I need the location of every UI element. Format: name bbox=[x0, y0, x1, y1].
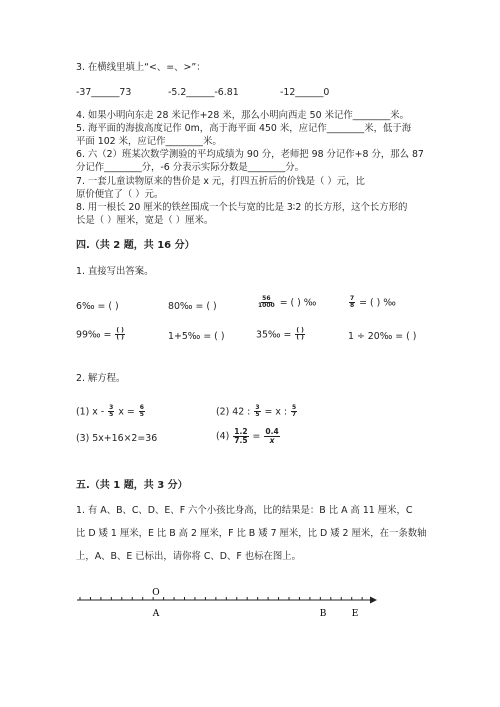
number-line-label-b: B bbox=[319, 609, 327, 619]
fraction-numerator: ( ) bbox=[296, 327, 304, 334]
number-line-label-e: E bbox=[351, 609, 359, 619]
oral-item-8[interactable]: 1 ÷ 20‰ = ( ) bbox=[348, 331, 417, 342]
fraction-denominator: 5 bbox=[109, 411, 114, 419]
oral-item-6[interactable]: 1+5‰ = ( ) bbox=[168, 331, 225, 342]
fraction-7-8 bbox=[349, 296, 355, 310]
q6-line-1: 6. 六（2）班某次数学测验的平均成绩为 90 分，老师把 98 分记作+8 分，那么 87 bbox=[76, 149, 424, 160]
fraction-56-1000 bbox=[257, 296, 276, 310]
number-line-label-a: A bbox=[152, 609, 160, 619]
fraction-1.2-7.5 bbox=[233, 428, 248, 445]
q5-line-2: 平面 102 米，应记作________米。 bbox=[76, 136, 222, 147]
oral-item-2[interactable]: 80‰ = ( ) bbox=[168, 301, 217, 312]
number-line[interactable] bbox=[72, 586, 382, 626]
s5-paragraph-line-3: 上，A、B、E 已标出，请你将 C、D、F 也标在图上。 bbox=[76, 551, 301, 562]
fraction-denominator: x bbox=[269, 435, 275, 445]
equation-label: (1) bbox=[76, 406, 90, 418]
q3-title: 3. 在横线里填上“<、=、>”： bbox=[76, 62, 206, 73]
number-line-arrow-icon bbox=[370, 597, 377, 604]
q3-item-3[interactable]: -12______0 bbox=[280, 87, 330, 98]
q8-line-1: 8. 用一根长 20 厘米的铁丝围成一个长与宽的比是 3∶2 的长方形，这个长方形的 bbox=[76, 202, 408, 213]
equation-4[interactable] bbox=[216, 428, 281, 445]
equation-mid: = x : bbox=[264, 406, 288, 418]
oral-item-7[interactable] bbox=[256, 328, 306, 342]
equation-label: (3) bbox=[76, 433, 90, 444]
fraction-numerator: 1.2 bbox=[234, 427, 248, 436]
oral-item-5-lead: 99‰ = bbox=[76, 329, 112, 341]
s5-paragraph-line-2: 比 D 矮 1 厘米，E 比 B 高 2 厘米，F 比 B 矮 7 厘米，比 D 矮 2 厘米，在一条数轴 bbox=[76, 528, 427, 539]
equation-label: (2) bbox=[216, 406, 230, 418]
fraction-denominator: 5 bbox=[255, 411, 260, 419]
fraction-numerator: 7 bbox=[350, 295, 355, 302]
fraction-0.4-x bbox=[264, 428, 279, 445]
fraction-denominator: 5 bbox=[139, 411, 144, 419]
fraction-denominator: 7.5 bbox=[234, 435, 248, 445]
oral-item-3-tail: = ( ) ‰ bbox=[279, 297, 317, 309]
fraction-3-5 bbox=[254, 405, 260, 419]
fraction-5-7 bbox=[291, 405, 297, 419]
equation-mid: = bbox=[252, 430, 261, 442]
fraction-denominator: 8 bbox=[350, 302, 355, 310]
equation-lead: 42 : bbox=[232, 406, 251, 418]
equation-2[interactable] bbox=[216, 405, 298, 419]
oral-item-7-lead: 35‰ = bbox=[256, 329, 292, 341]
number-line-origin-label: O bbox=[152, 588, 160, 598]
q7-line-2: 原价便宜了（ ）元。 bbox=[76, 189, 164, 200]
fraction-numerator: 6 bbox=[139, 404, 144, 411]
oral-item-4[interactable] bbox=[348, 296, 396, 310]
fraction-numerator: ( ) bbox=[116, 327, 124, 334]
fraction-denominator: 7 bbox=[292, 411, 297, 419]
fraction-blank bbox=[295, 328, 305, 342]
s4-q2-title: 2. 解方程。 bbox=[76, 373, 126, 384]
s5-paragraph-line-1: 1. 有 A、B、C、D、E、F 六个小孩比身高，比的结果是：B 比 A 高 11 厘米，C bbox=[76, 505, 413, 516]
fraction-denominator: ( ) bbox=[116, 334, 124, 342]
section-4-heading: 四.（共 2 题，共 16 分） bbox=[76, 240, 195, 251]
fraction-numerator: 56 bbox=[262, 295, 271, 302]
fraction-numerator: 3 bbox=[109, 404, 114, 411]
q3-item-1[interactable]: -37______73 bbox=[76, 87, 132, 98]
equation-lead: x - bbox=[92, 406, 105, 418]
equation-1[interactable] bbox=[76, 405, 146, 419]
oral-item-4-tail: = ( ) ‰ bbox=[359, 297, 396, 309]
q4-text: 4. 如果小明向东走 28 米记作+28 米，那么小明向西走 50 米记作________米。 bbox=[76, 110, 409, 121]
section-5-heading: 五.（共 1 题，共 3 分） bbox=[76, 480, 188, 491]
fraction-blank bbox=[115, 328, 125, 342]
q7-line-1: 7. 一套儿童读物原来的售价是 x 元，打四五折后的价钱是（ ）元，比 bbox=[76, 176, 365, 187]
equation-label: (4) bbox=[216, 430, 230, 442]
fraction-denominator: 1000 bbox=[258, 302, 275, 310]
oral-item-3[interactable] bbox=[256, 296, 316, 310]
oral-item-1[interactable]: 6‰ = ( ) bbox=[76, 301, 119, 312]
oral-item-5[interactable] bbox=[76, 328, 126, 342]
fraction-6-5 bbox=[139, 405, 145, 419]
q6-line-2: 分记作________分，-6 分表示实际分数是________分。 bbox=[76, 162, 304, 173]
fraction-numerator: 3 bbox=[255, 404, 260, 411]
equation-text: 5x+16×2=36 bbox=[92, 433, 158, 444]
fraction-denominator: ( ) bbox=[296, 334, 304, 342]
fraction-numerator: 5 bbox=[292, 404, 297, 411]
q5-line-1: 5. 海平面的海拔高度记作 0m，高于海平面 450 米，应记作________米，低于海 bbox=[76, 123, 412, 134]
s4-q1-title: 1. 直接写出答案。 bbox=[76, 266, 154, 277]
equation-mid: x = bbox=[118, 406, 135, 418]
equation-3[interactable] bbox=[76, 433, 157, 445]
q8-line-2: 长是（ ）厘米，宽是（ ）厘米。 bbox=[76, 215, 214, 226]
fraction-numerator: 0.4 bbox=[265, 427, 279, 436]
q3-item-2[interactable]: -5.2______-6.81 bbox=[168, 87, 239, 98]
fraction-3-5 bbox=[108, 405, 114, 419]
